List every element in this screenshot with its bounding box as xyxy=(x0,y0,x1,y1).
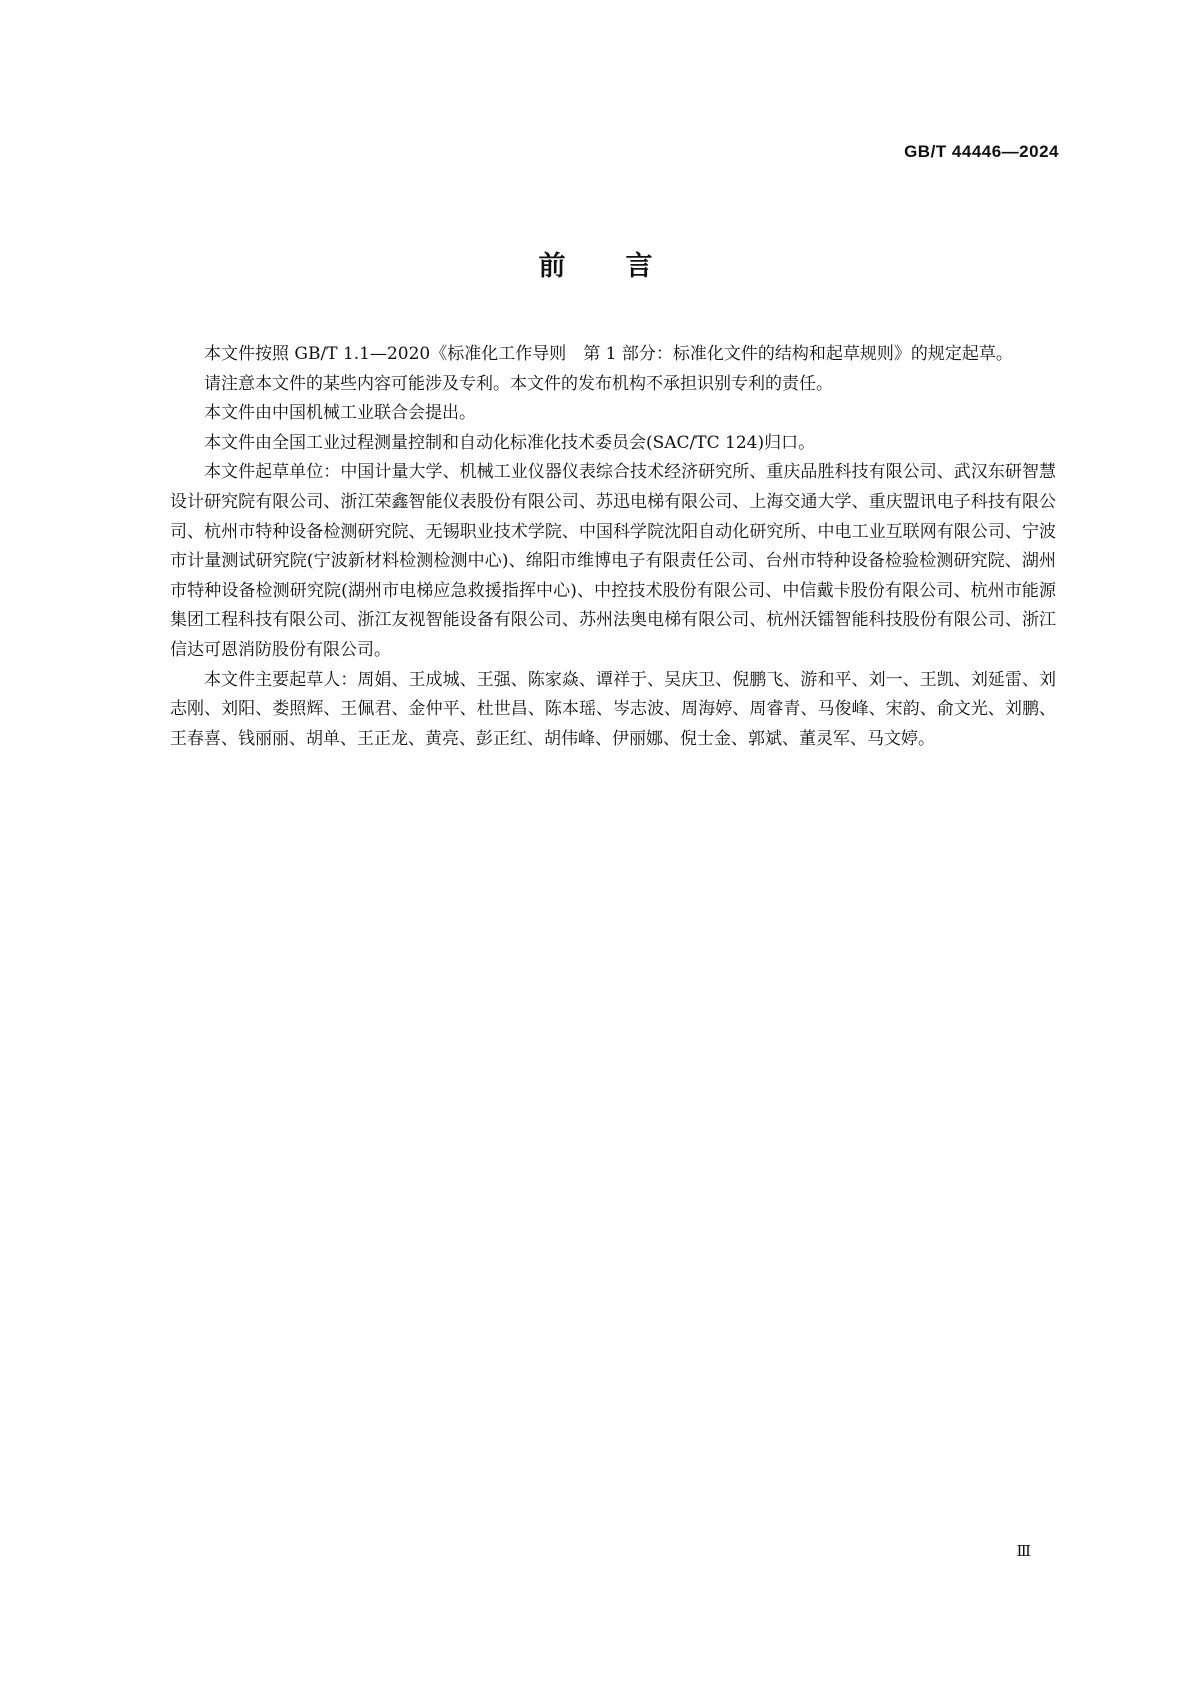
paragraph-proposer: 本文件由中国机械工业联合会提出。 xyxy=(204,403,476,424)
paragraph-drafting-rules: 本文件按照 GB/T 1.1—2020《标准化工作导则 第 1 部分：标准化文件的结构和起草规则》的规定起草。 xyxy=(204,344,1013,364)
paragraph-drafting-units: 本文件起草单位：中国计量大学、机械工业仪器仪表综合技术经济研究所、重庆品胜科技有限公司、武汉东研智慧设计研究院有限公司、浙江荣鑫智能仪表股份有限公司、苏迅电梯有限公司、上海交通大学、重庆盟讯电子科技有限公司、杭州市特种设备检测研究院、无锡职业技术学院、中国科学院沈阳自动化研究所、中电工业互联网有限公司、宁波市计量测试研究院(宁波新材料检测检测中心)、绵阳市维博电子有限责任公司、台州市特种设备检验检测研究院、湖州市特种设备检测研究院(湖州市电梯应急救援指挥中心)、中控技术股份有限公司、中信戴卡股份有限公司、杭州市能源集团工程科技有限公司、浙江友视智能设备有限公司、苏州法奥电梯有限公司、杭州沃镭智能科技股份有限公司、浙江信达可恩消防股份有限公司。 xyxy=(170,462,1056,660)
page-number: Ⅲ xyxy=(1016,1542,1031,1560)
foreword-body xyxy=(170,340,1056,754)
page-title: 前言 xyxy=(538,251,713,282)
paragraph-patent-notice: 请注意本文件的某些内容可能涉及专利。本文件的发布机构不承担识别专利的责任。 xyxy=(204,373,833,394)
paragraph-committee: 本文件由全国工业过程测量控制和自动化标准化技术委员会(SAC/TC 124)归口。 xyxy=(204,432,816,453)
paragraph-drafters: 本文件主要起草人：周娟、王成城、王强、陈家焱、谭祥于、吴庆卫、倪鹏飞、游和平、刘一、王凯、刘延雷、刘志刚、刘阳、娄照辉、王佩君、金仲平、杜世昌、陈本瑶、岑志波、周海婷、周睿青、马俊峰、宋韵、俞文光、刘鹏、王春喜、钱丽丽、胡单、王正龙、黄亮、彭正红、胡伟峰、伊丽娜、倪士金、郭斌、董灵军、马文婷。 xyxy=(170,669,1056,749)
document-id: GB/T 44446—2024 xyxy=(904,142,1059,161)
